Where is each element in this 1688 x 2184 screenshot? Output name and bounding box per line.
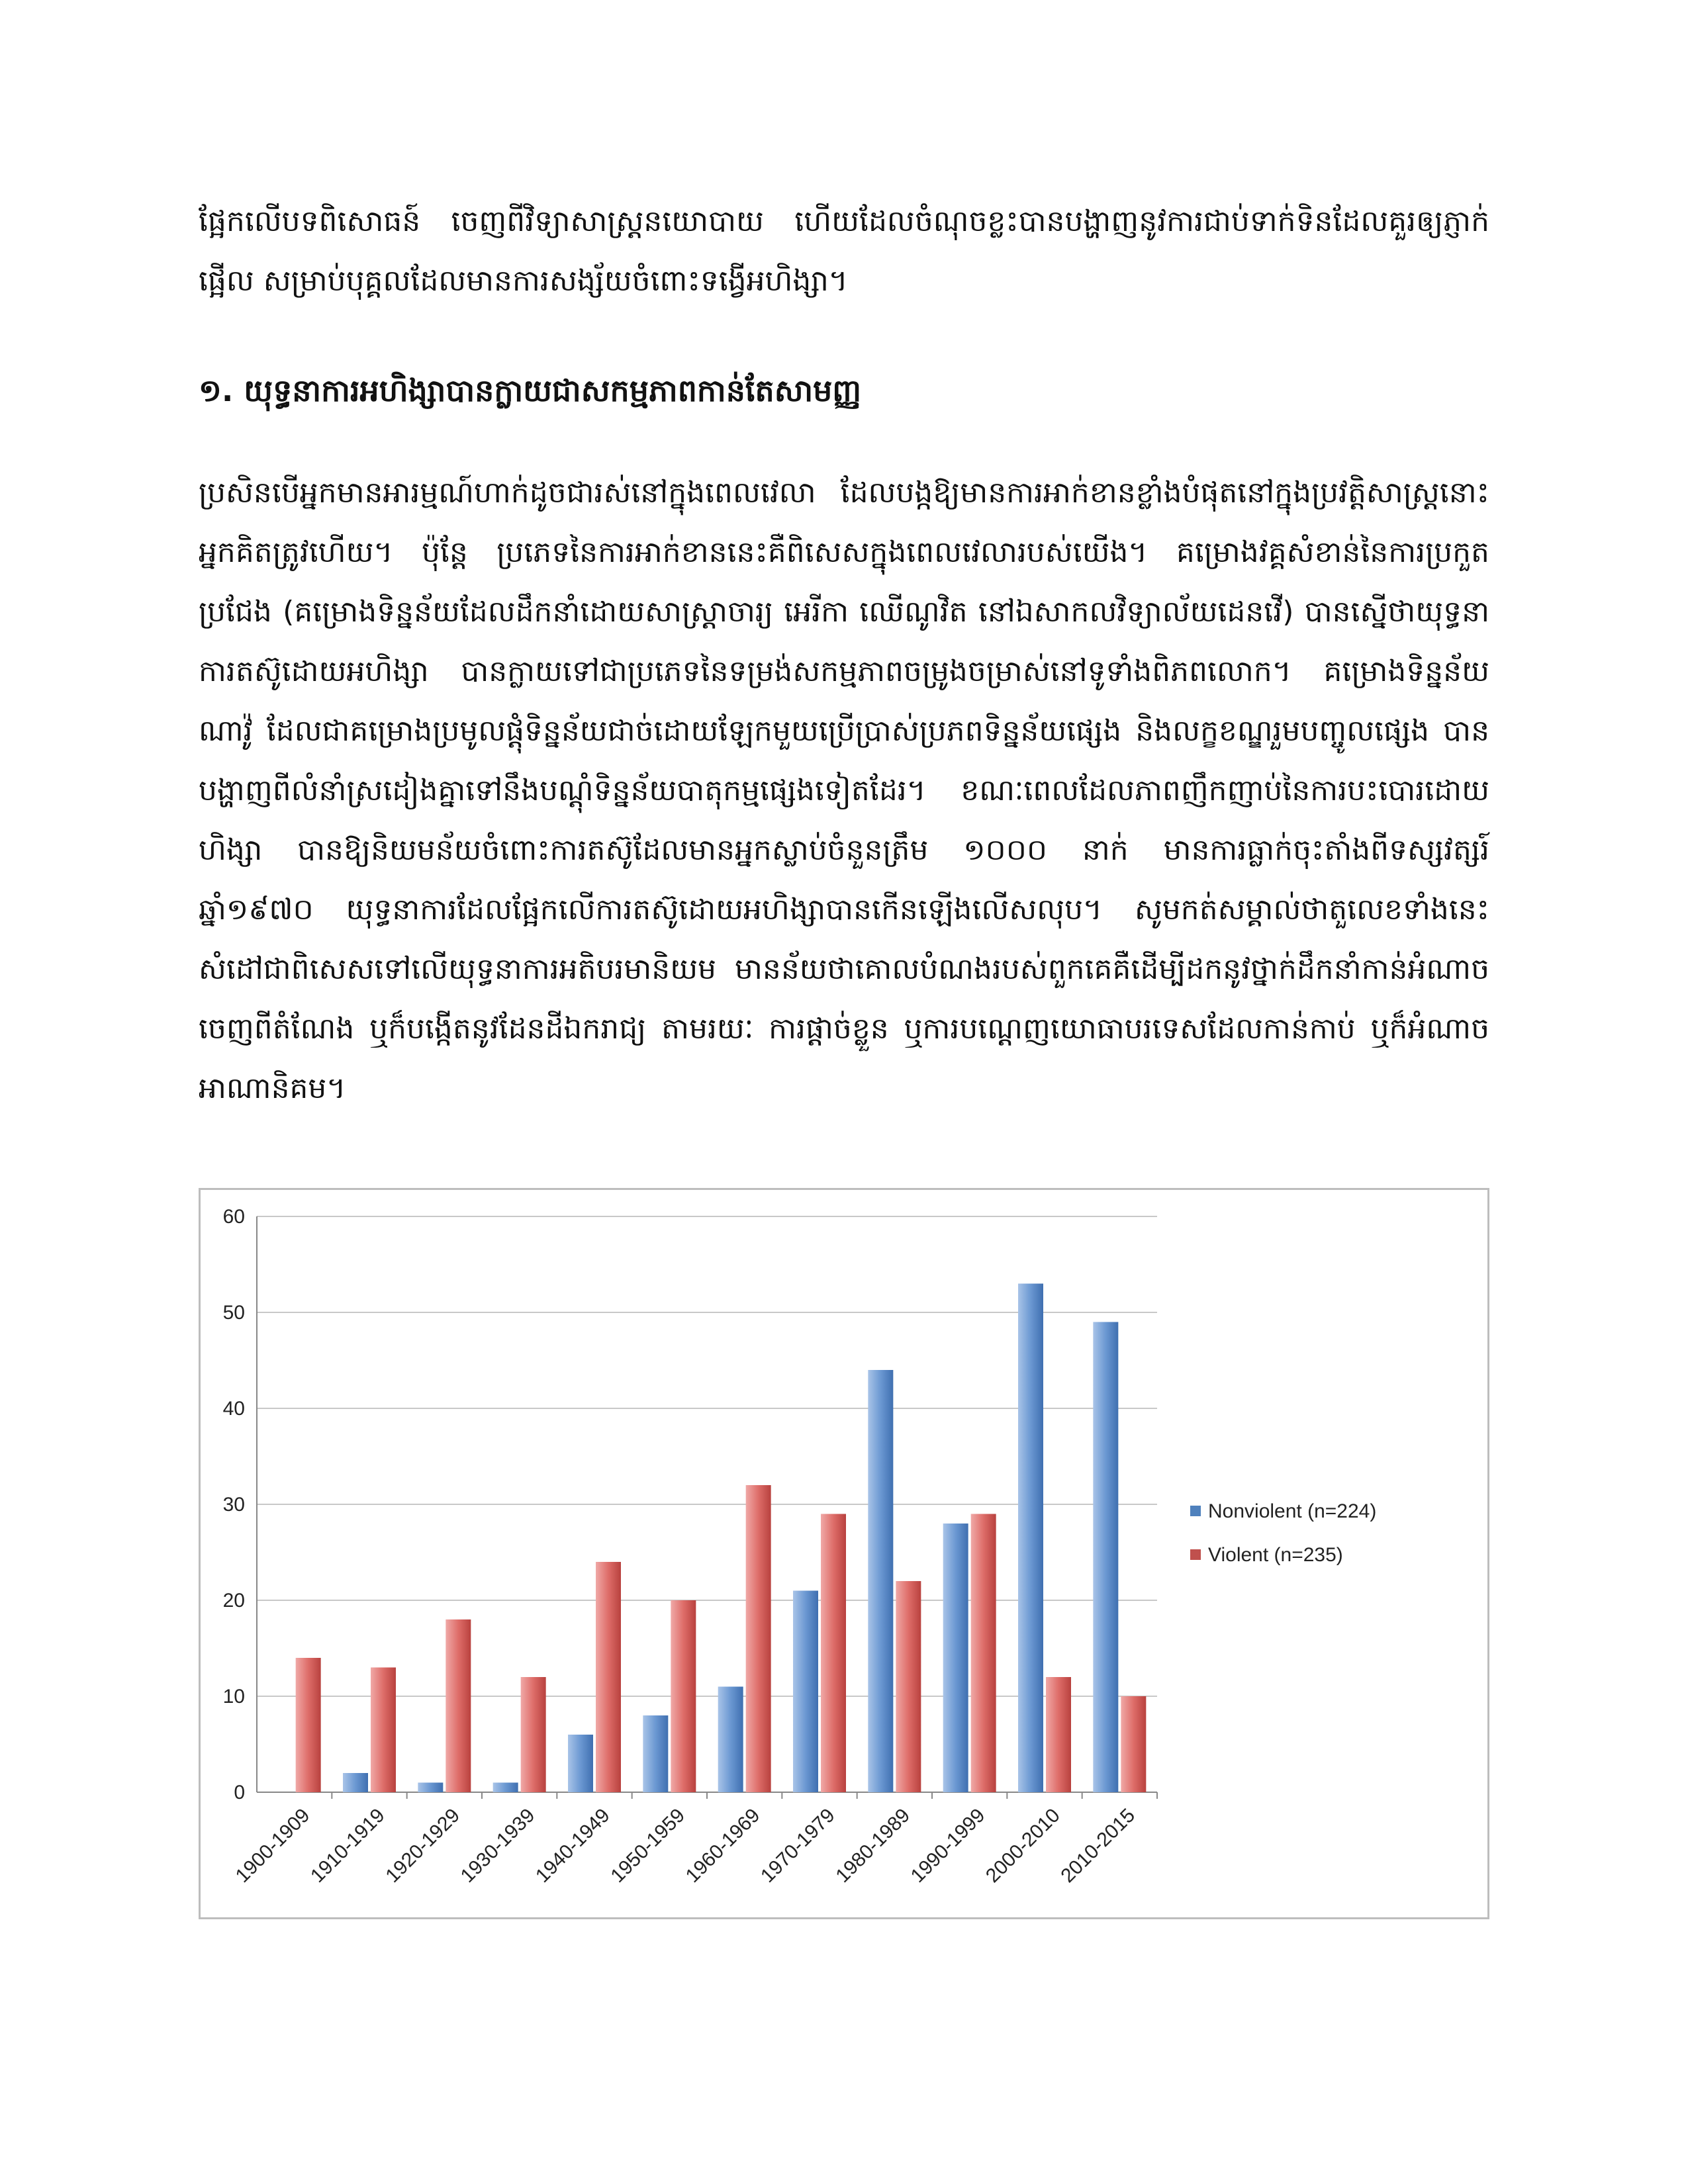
nonviolent-bar bbox=[343, 1773, 368, 1792]
nonviolent-bar bbox=[568, 1735, 593, 1792]
nonviolent-bar bbox=[793, 1591, 818, 1793]
y-tick-label: 30 bbox=[222, 1494, 245, 1516]
violent-bar bbox=[1121, 1696, 1146, 1792]
x-axis-ticks bbox=[232, 1804, 1139, 1887]
x-tick-label: 1920-1929 bbox=[381, 1804, 465, 1888]
nonviolent-bar bbox=[418, 1783, 443, 1793]
y-tick-label: 10 bbox=[222, 1686, 245, 1707]
y-tick-label: 40 bbox=[222, 1398, 245, 1420]
x-tick-label: 1960-1969 bbox=[681, 1804, 765, 1888]
nonviolent-bar bbox=[1093, 1322, 1118, 1793]
x-tick-label: 1980-1989 bbox=[831, 1804, 915, 1888]
section-heading: ១. យុទ្ធនាការអហិង្សាបានក្លាយជាសកម្មភាពកាន់តែសាមញ្ញ bbox=[199, 373, 862, 408]
violent-bar bbox=[1046, 1677, 1071, 1792]
nonviolent-bar bbox=[643, 1715, 668, 1792]
campaign-bar-chart bbox=[199, 1188, 1489, 1919]
nonviolent-bar bbox=[1018, 1284, 1043, 1793]
x-tick-label: 1910-1919 bbox=[306, 1804, 389, 1888]
nonviolent-bar bbox=[718, 1687, 743, 1793]
legend-label: Violent (n=235) bbox=[1208, 1544, 1343, 1566]
x-tick-label: 2010-2015 bbox=[1056, 1804, 1140, 1888]
x-tick-label: 1940-1949 bbox=[532, 1804, 614, 1888]
violent-bar bbox=[671, 1600, 696, 1792]
body-paragraph: ប្រសិនបើអ្នកមានអារម្មណ៍ហាក់ដូចជារស់នៅក្នុងពេលវេលា ដែលបង្កឱ្យមានការអាក់ខានខ្លាំងបំផុតនៅក្នុងប្រវត្តិសាស្ត្រនោះ អ្នកគិតត្រូវហើយ។ ប៉ុន្តែ ប្រភេទនៃការអាក់ខាននេះគឺពិសេសក្នុងពេលវេលារបស់យើង។ គម្រោងវគ្គសំខាន់នៃការប្រកួតប្រជែង (គម្រោងទិន្នន័យដែលដឹកនាំដោយសាស្ត្រាចារ្យ អេរីកា ឈើណូវិត នៅឯសាកលវិទ្យាល័យដេនវើ) បានស្នើថាយុទ្ធនាការតស៊ូដោយអហិង្សា បានក្លាយទៅជាប្រភេទនៃទម្រង់សកម្មភាពចម្រូងចម្រាស់នៅទូទាំងពិភពលោក។ គម្រោងទិន្នន័យ ណាវ៉ូ ដែលជាគម្រោងប្រមូលផ្តុំទិន្នន័យជាច់ដោយឡែកមួយប្រើប្រាស់ប្រភពទិន្នន័យផ្សេង និងលក្ខខណ្ឌរួមបញ្ចូលផ្សេង បានបង្ហាញពីលំនាំស្រដៀងគ្នាទៅនឹងបណ្តុំទិន្នន័យបាតុកម្មផ្សេងទៀតដែរ។ ខណៈពេលដែលភាពញឹកញាប់នៃការបះបោរដោយហិង្សា បានឱ្យនិយមន័យចំពោះការតស៊ូដែលមានអ្នកស្លាប់ចំនួនត្រឹម ១០០០ នាក់ មានការធ្លាក់ចុះតាំងពីទស្សវត្សរ៍ឆ្នាំ១៩៧០ យុទ្ធនាការដែលផ្អែកលើការតស៊ូដោយអហិង្សាបានកើនឡើងលើសលុប។ សូមកត់សម្គាល់ថាតួលេខទាំងនេះសំដៅជាពិសេសទៅលើយុទ្ធនាការអតិបរមានិយម មានន័យថាគោលបំណងរបស់ពួកគេគឺដើម្បីដកនូវថ្នាក់ដឹកនាំកាន់អំណាចចេញពីតំណែង ឬក៏បង្កើតនូវដែនដីឯករាជ្យ តាមរយៈ ការផ្តាច់ខ្លួន ឬការបណ្តេញយោធាបរទេសដែលកាន់កាប់ ឬក៏អំណាចអាណានិគម។ bbox=[199, 476, 1489, 1105]
violent-bar bbox=[896, 1581, 921, 1792]
y-tick-label: 50 bbox=[222, 1302, 245, 1324]
violent-bar bbox=[821, 1514, 846, 1793]
x-tick-label: 1990-1999 bbox=[906, 1804, 990, 1888]
legend-label: Nonviolent (n=224) bbox=[1208, 1500, 1377, 1522]
x-tick-label: 1900-1909 bbox=[231, 1804, 314, 1888]
y-tick-label: 60 bbox=[222, 1206, 245, 1228]
x-tick-label: 2000-2010 bbox=[982, 1804, 1064, 1888]
legend-swatch bbox=[1190, 1506, 1201, 1516]
violent-bar bbox=[445, 1619, 471, 1792]
x-tick-label: 1930-1939 bbox=[456, 1804, 539, 1888]
legend bbox=[1190, 1500, 1376, 1566]
legend-swatch bbox=[1190, 1549, 1201, 1560]
nonviolent-bar bbox=[943, 1524, 968, 1792]
chart-canvas bbox=[201, 1190, 1487, 1917]
violent-bar bbox=[971, 1514, 996, 1793]
x-tick-label: 1970-1979 bbox=[757, 1804, 839, 1888]
y-tick-label: 20 bbox=[222, 1590, 245, 1612]
violent-bar bbox=[746, 1485, 771, 1792]
violent-bar bbox=[296, 1658, 321, 1792]
violent-bar bbox=[596, 1562, 621, 1792]
intro-paragraph: ផ្អែកលើបទពិសោធន៍ ចេញពីវិទ្យាសាស្ត្រនយោបាយ ហើយដែលចំណុចខ្លះបានបង្ហាញនូវការជាប់ទាក់ទិនដែលគួរឲ្យភ្ញាក់ផ្អើល សម្រាប់បុគ្គលដែលមានការសង្ស័យចំពោះទង្វើអហិង្សា។ bbox=[199, 205, 1489, 298]
y-tick-label: 0 bbox=[234, 1782, 245, 1803]
violent-bar bbox=[371, 1668, 396, 1793]
bars bbox=[296, 1284, 1147, 1793]
nonviolent-bar bbox=[868, 1370, 893, 1792]
x-tick-label: 1950-1959 bbox=[606, 1804, 690, 1888]
nonviolent-bar bbox=[493, 1783, 518, 1793]
violent-bar bbox=[521, 1677, 546, 1792]
y-axis-ticks bbox=[223, 1206, 245, 1803]
